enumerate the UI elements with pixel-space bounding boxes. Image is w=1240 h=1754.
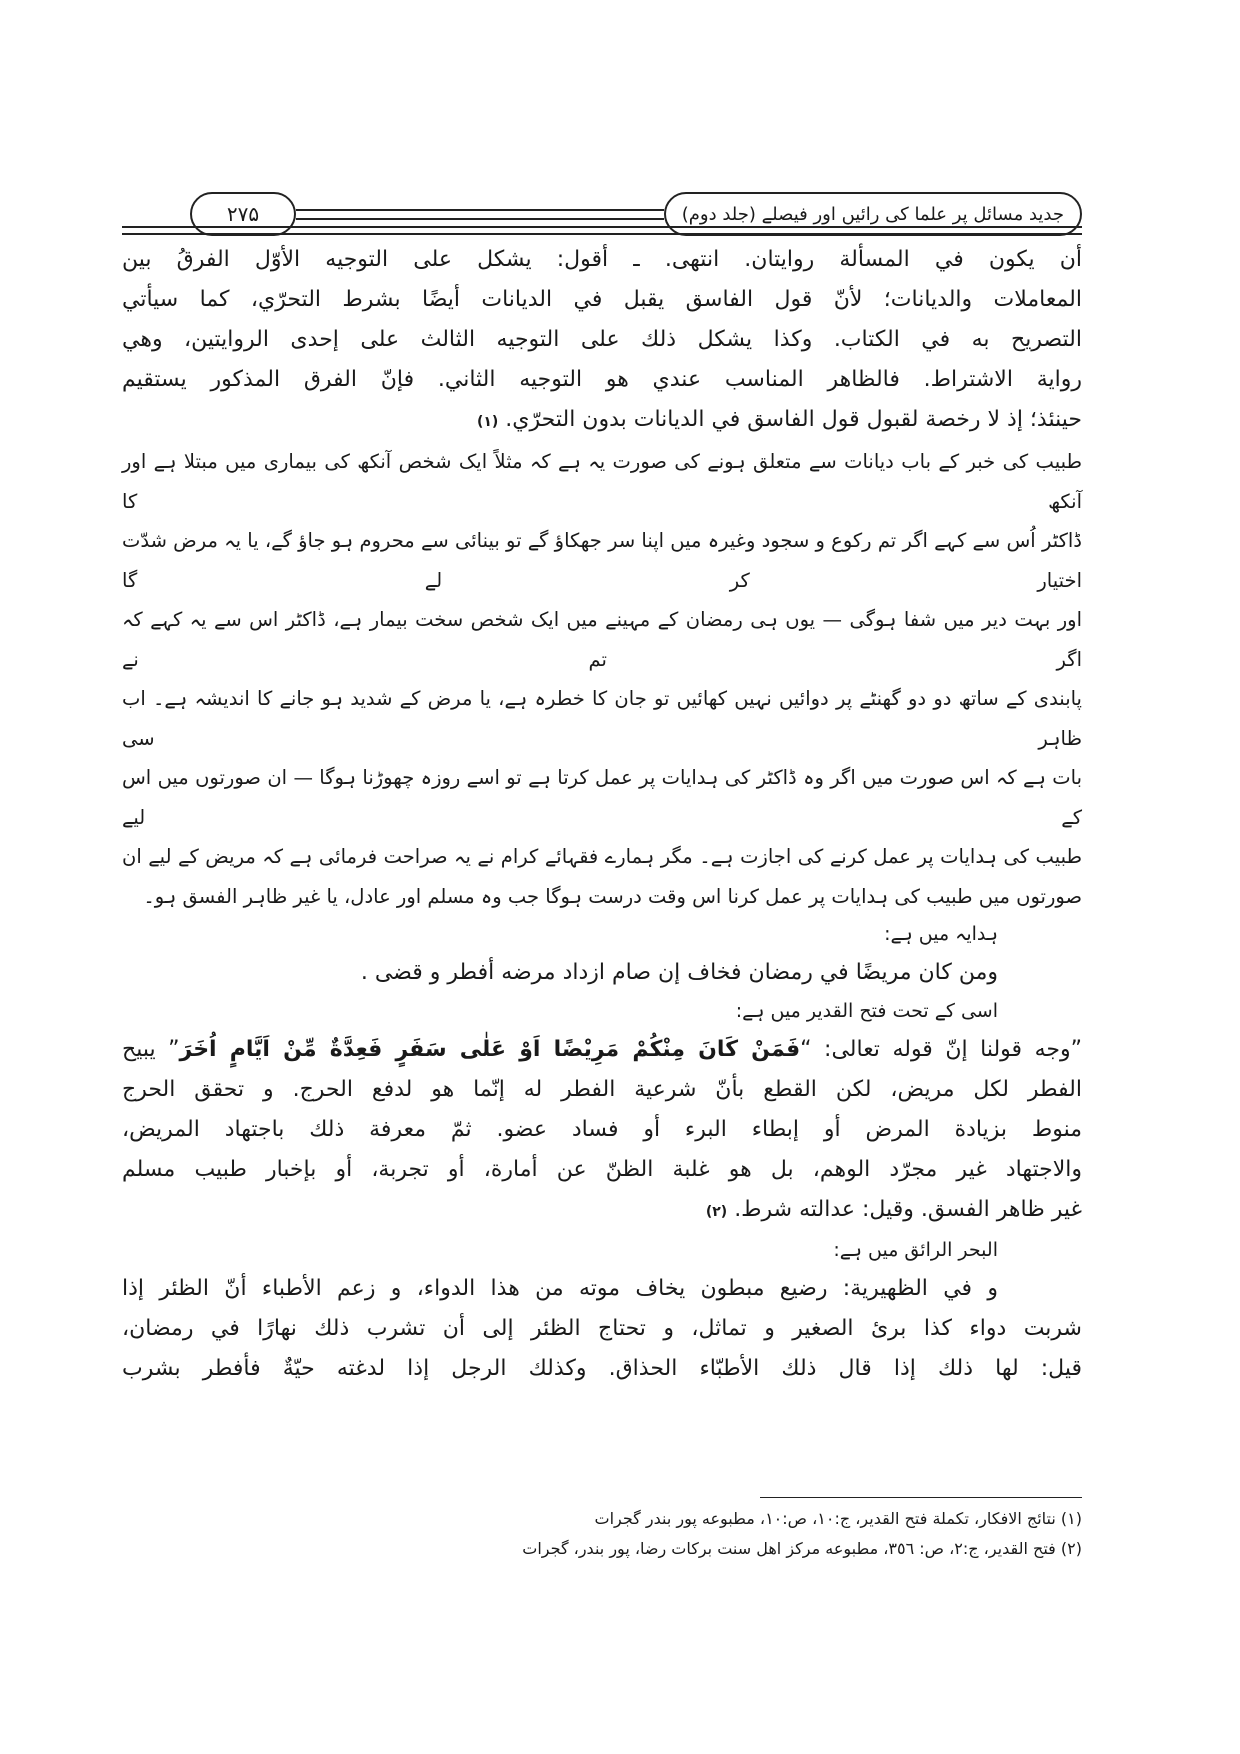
header-bottom-rule bbox=[122, 226, 1082, 235]
body-line: طبیب کی ہدایات پر عمل کرنے کی اجازت ہے۔ مگر ہمارے فقہائے کرام نے یہ صراحت فرمائی ہے کہ مریض کے لیے ان bbox=[122, 845, 1082, 868]
book-title: جدید مسائل پر علما کی رائیں اور فیصلے (جلد دوم) bbox=[681, 203, 1064, 225]
fath-line: منوط بزيادة المرض أو إبطاء البرء أو فساد عضو. ثمّ معرفة ذلك باجتهاد المريض، bbox=[122, 1117, 1082, 1142]
body-line: ڈاکٹر اُس سے کہے اگر تم رکوع و سجود وغیرہ میں اپنا سر جھکاؤ گے تو بینائی سے محروم ہو جاؤ گے، یا یہ مرض شدّت اختیار کر لے گا bbox=[122, 529, 1082, 592]
page-number: ۲۷۵ bbox=[226, 202, 260, 226]
body-line: طبیب کی خبر کے باب دیانات سے متعلق ہونے کی صورت یہ ہے کہ مثلاً ایک شخص آنکھ کی بیماری میں مبتلا ہے اور آنکھ کا bbox=[122, 450, 1082, 513]
footnote-ref-1[interactable]: (۱) bbox=[476, 414, 499, 430]
body-line bbox=[122, 400, 1082, 442]
section-heading-hidaya: ہدایہ میں ہے: bbox=[884, 923, 998, 945]
fath-line: والاجتهاد غير مجرّد الوهم، بل هو غلبة الظنّ عن أمارة، أو تجربة، أو بإخبار طبيب مسلم bbox=[122, 1157, 1082, 1182]
body-line: المعاملات والديانات؛ لأنّ قول الفاسق يقبل في الديانات أيضًا بشرط التحرّي، كما سيأتي bbox=[122, 287, 1082, 312]
footnote-ref-2[interactable]: (۲) bbox=[705, 1204, 728, 1220]
bahr-line: قيل: لها ذلك إذا قال ذلك الأطبّاء الحذاق. وكذلك الرجل إذا لدغته حيّةٌ فأفطر بشرب bbox=[122, 1356, 1082, 1381]
body-line: پابندی کے ساتھ دو دو گھنٹے پر دوائیں نہیں کھائیں تو جان کا خطرہ ہے، یا مرض کے شدید ہو جانے کا اندیشہ ہے۔ اب ظاہر سی bbox=[122, 687, 1082, 750]
header-rule bbox=[296, 209, 664, 220]
hidaya-quote: ومن كان مريضًا في رمضان فخاف إن صام ازداد مرضه أفطر و قضى . bbox=[360, 960, 998, 985]
body-line: صورتوں میں طبیب کی ہدایات پر عمل کرنا اس وقت درست ہوگا جب وہ مسلم اور عادل، یا غیر ظاہر الفسق ہو۔ bbox=[143, 884, 1082, 908]
text-column bbox=[122, 240, 1082, 1564]
footnote-2: (۲) فتح القدیر، ج:۲، ص: ٣٥٦، مطبوعه مرکز اهل سنت برکات رضا، پور بندر، گجرات bbox=[522, 1539, 1082, 1558]
body-line: بات ہے کہ اس صورت میں اگر وہ ڈاکٹر کی ہدایات پر عمل کرتا ہے تو اسے روزہ چھوڑنا ہوگا — ان صورتوں میں اس کے لیے bbox=[122, 766, 1082, 829]
bahr-line: و في الظهيرية: رضيع مبطون يخاف موته من هذا الدواء، و زعم الأطباء أنّ الظئر إذا bbox=[122, 1276, 998, 1301]
body-line: اور بہت دیر میں شفا ہوگی — یوں ہی رمضان کے مہینے میں ایک شخص سخت بیمار ہے، ڈاکٹر اس سے یہ کہے کہ اگر تم نے bbox=[122, 608, 1082, 671]
body-line-text: حينئذ؛ إذ لا رخصة لقبول قول الفاسق في الديانات بدون التحرّي. bbox=[505, 407, 1082, 432]
section-heading-fath: اسی کے تحت فتح القدیر میں ہے: bbox=[735, 1000, 998, 1022]
quote-start: ”وجه قولنا إنّ قوله تعالى: “ bbox=[800, 1037, 1082, 1062]
fath-line-text: غير ظاهر الفسق. وقيل: عدالته شرط. bbox=[734, 1197, 1082, 1222]
body-line: رواية الاشتراط. فالظاهر المناسب عندي هو التوجيه الثاني. فإنّ الفرق المذكور يستقيم bbox=[122, 367, 1082, 392]
quote-continue: ” يبيح bbox=[122, 1037, 180, 1062]
footnote-1: (۱) نتائج الافکار، تکملة فتح القدیر، ج:۱۰، ص:۱۰، مطبوعه پور بندر گجرات bbox=[594, 1509, 1082, 1528]
fath-line: الفطر لكل مريض، لكن القطع بأنّ شرعية الفطر له إنّما هو لدفع الحرج. و تحقق الحرج bbox=[122, 1077, 1082, 1102]
footnote-separator bbox=[760, 1497, 1082, 1498]
bahr-line: شربت دواء كذا برئ الصغير و تماثل، و تحتاج الظئر إلى أن تشرب ذلك نهارًا في رمضان، bbox=[122, 1316, 1082, 1341]
section-heading-bahr: البحر الرائق میں ہے: bbox=[833, 1239, 998, 1261]
fath-line bbox=[122, 1030, 1082, 1070]
fath-line bbox=[122, 1190, 1082, 1232]
body-line: التصريح به في الكتاب. وكذا يشكل ذلك على التوجيه الثالث على إحدى الروايتين، وهي bbox=[122, 327, 1082, 352]
footnotes bbox=[122, 1497, 1082, 1564]
quran-verse: فَمَنْ كَانَ مِنْكُمْ مَرِيْضًا اَوْ عَلٰى سَفَرٍ فَعِدَّةٌ مِّنْ اَيَّامٍ اُخَرَ bbox=[179, 1037, 801, 1062]
body-line: أن يكون في المسألة روايتان. انتهى. ـ أقول: يشكل على التوجيه الأوّل الفرقُ بين bbox=[122, 247, 1082, 272]
